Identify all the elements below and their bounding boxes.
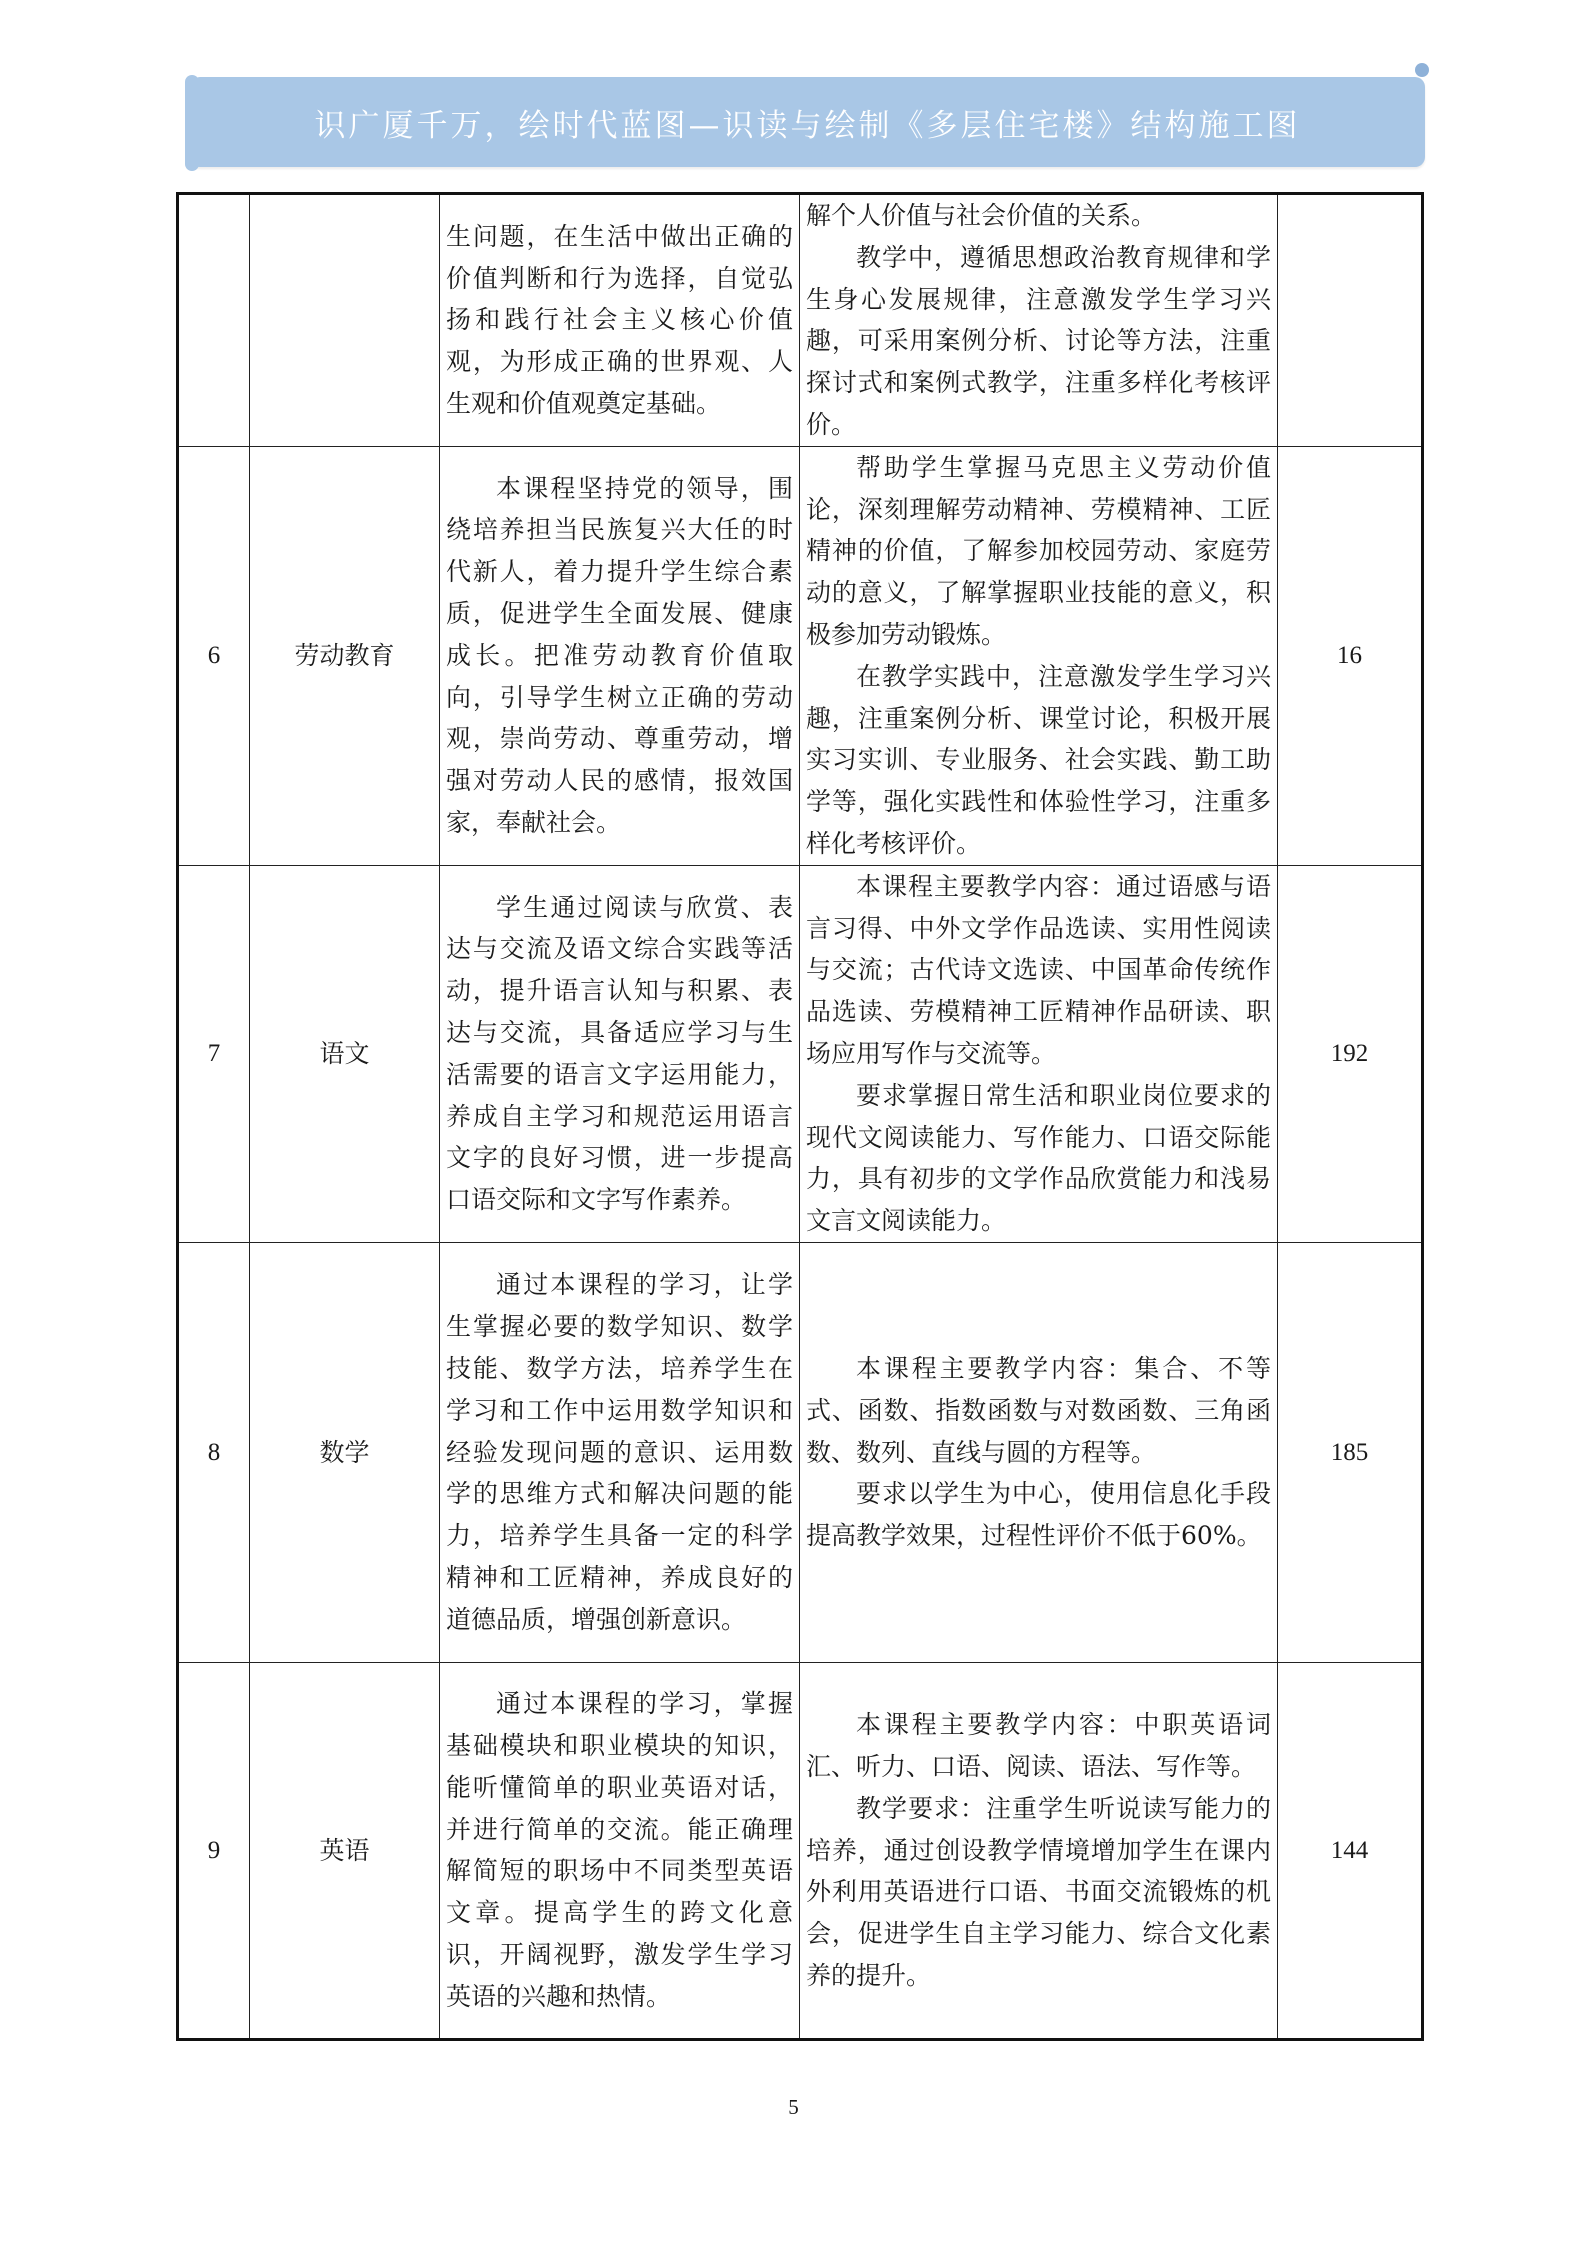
objective-paragraph: 通过本课程的学习，掌握基础模块和职业模块的知识，能听懂简单的职业英语对话，并进行简单的交流。能正确理解简短的职场中不同类型英语文章。提高学生的跨文化意识，开阔视野，激发学生学习英语的兴趣和热情。: [446, 1689, 793, 2011]
course-objective: [440, 446, 800, 865]
content-paragraph: 本课程主要教学内容：通过语感与语言习得、中外文学作品选读、实用性阅读与交流；古代诗文选读、中国革命传统作品选读、劳模精神工匠精神作品研读、职场应用写作与交流等。: [806, 871, 1271, 1068]
course-hours: 192: [1278, 865, 1423, 1242]
course-objective: [440, 1242, 800, 1662]
course-objective: [440, 1662, 800, 2039]
table-row: [178, 194, 1423, 447]
course-hours: [1278, 194, 1423, 447]
row-number: 9: [178, 1662, 250, 2039]
course-hours: 144: [1278, 1662, 1423, 2039]
table-row: [178, 865, 1423, 1242]
course-hours: 185: [1278, 1242, 1423, 1662]
content-paragraph: 要求掌握日常生活和职业岗位要求的现代文阅读能力、写作能力、口语交际能力，具有初步的文学作品欣赏能力和浅易文言文阅读能力。: [806, 1080, 1271, 1236]
page-title: 识广厦千万，绘时代蓝图—识读与绘制《多层住宅楼》结构施工图: [314, 108, 1301, 144]
objective-paragraph: 生问题，在生活中做出正确的价值判断和行为选择，自觉弘扬和践行社会主义核心价值观，为形成正确的世界观、人生观和价值观奠定基础。: [446, 221, 793, 419]
course-hours: 16: [1278, 446, 1423, 865]
course-content: [800, 446, 1278, 865]
content-paragraph: 在教学实践中，注意激发学生学习兴趣，注重案例分析、课堂讨论，积极开展实习实训、专业服务、社会实践、勤工助学等，强化实践性和体验性学习，注重多样化考核评价。: [806, 661, 1271, 858]
row-number: [178, 194, 250, 447]
course-objective: [440, 194, 800, 447]
course-content: [800, 194, 1278, 447]
objective-paragraph: 本课程坚持党的领导，围绕培养担当民族复兴大任的时代新人，着力提升学生综合素质，促进学生全面发展、健康成长。把准劳动教育价值取向，引导学生树立正确的劳动观，崇尚劳动、尊重劳动，增强对劳动人民的感情，报效国家，奉献社会。: [446, 473, 793, 838]
objective-paragraph: 通过本课程的学习，让学生掌握必要的数学知识、数学技能、数学方法，培养学生在学习和工作中运用数学知识和经验发现问题的意识、运用数学的思维方式和解决问题的能力，培养学生具备一定的科学精神和工匠精神，养成良好的道德品质，增强创新意识。: [446, 1270, 793, 1634]
course-name: 数学: [250, 1242, 440, 1662]
row-number: 6: [178, 446, 250, 865]
banner-curl-right: [1415, 63, 1429, 77]
content-paragraph: 帮助学生掌握马克思主义劳动价值论，深刻理解劳动精神、劳模精神、工匠精神的价值，了解参加校园劳动、家庭劳动的意义，了解掌握职业技能的意义，积极参加劳动锻炼。: [806, 452, 1271, 649]
course-objective: [440, 865, 800, 1242]
page-number: 5: [788, 2095, 799, 2119]
content-paragraph: 本课程主要教学内容：中职英语词汇、听力、口语、阅读、语法、写作等。: [806, 1710, 1271, 1781]
course-content: [800, 1242, 1278, 1662]
row-number: 8: [178, 1242, 250, 1662]
header-banner: [190, 77, 1425, 167]
course-content: [800, 1662, 1278, 2039]
course-name: 英语: [250, 1662, 440, 2039]
content-paragraph: 本课程主要教学内容：集合、不等式、函数、指数函数与对数函数、三角函数、数列、直线与圆的方程等。: [806, 1353, 1271, 1467]
objective-paragraph: 学生通过阅读与欣赏、表达与交流及语文综合实践等活动，提升语言认知与积累、表达与交流，具备适应学习与生活需要的语言文字运用能力，养成自主学习和规范运用语言文字的良好习惯，进一步提高口语交际和文字写作素养。: [446, 892, 793, 1215]
content-paragraph: 教学中，遵循思想政治教育规律和学生身心发展规律，注意激发学生学习兴趣，可采用案例分析、讨论等方法，注重探讨式和案例式教学，注重多样化考核评价。: [806, 242, 1271, 439]
course-content: [800, 865, 1278, 1242]
content-paragraph: 教学要求：注重学生听说读写能力的培养，通过创设教学情境增加学生在课内外利用英语进行口语、书面交流锻炼的机会，促进学生自主学习能力、综合文化素养的提升。: [806, 1793, 1271, 1990]
content-paragraph: 要求以学生为中心，使用信息化手段提高教学效果，过程性评价不低于60%。: [806, 1479, 1271, 1551]
course-table: [176, 192, 1424, 2041]
table-row: [178, 1662, 1423, 2039]
table-row: [178, 1242, 1423, 1662]
content-paragraph: 解个人价值与社会价值的关系。: [806, 201, 1157, 230]
course-name: 劳动教育: [250, 446, 440, 865]
table-row: [178, 446, 1423, 865]
row-number: 7: [178, 865, 250, 1242]
course-name: 语文: [250, 865, 440, 1242]
course-name: [250, 194, 440, 447]
